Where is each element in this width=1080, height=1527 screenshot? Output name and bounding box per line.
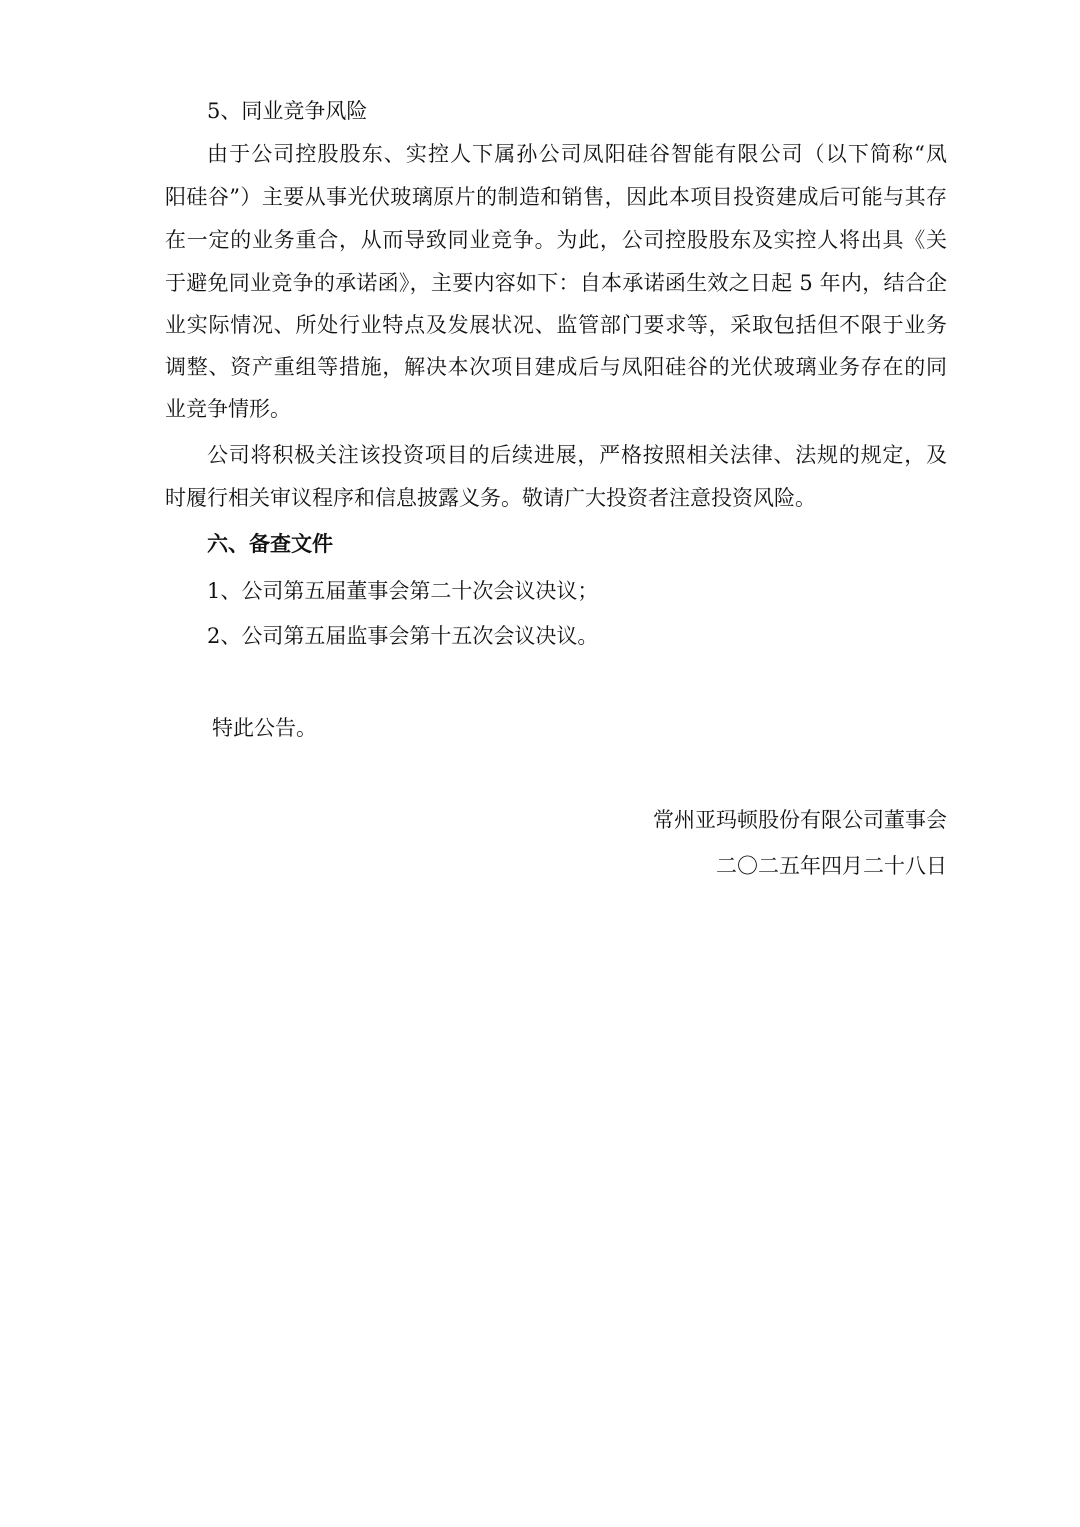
para1-line-3: 在一定的业务重合，从而导致同业竞争。为此，公司控股股东及实控人将出具《关 bbox=[165, 228, 947, 252]
section-6-title: 六、备查文件 bbox=[207, 531, 333, 556]
para2-line-1: 公司将积极关注该投资项目的后续进展，严格按照相关法律、法规的规定，及 bbox=[207, 443, 947, 467]
closing-text: 特此公告。 bbox=[212, 716, 317, 740]
para1-line-7: 业竞争情形。 bbox=[165, 397, 291, 421]
section-5-title: 5、同业竞争风险 bbox=[207, 99, 368, 123]
para1-line-4: 于避免同业竞争的承诺函》，主要内容如下：自本承诺函生效之日起 5 年内，结合企 bbox=[165, 271, 947, 295]
para2-line-2: 时履行相关审议程序和信息披露义务。敬请广大投资者注意投资风险。 bbox=[165, 486, 816, 510]
para1-line-6: 调整、资产重组等措施，解决本次项目建成后与凤阳硅谷的光伏玻璃业务存在的同 bbox=[165, 355, 947, 379]
para1-line-5: 业实际情况、所处行业特点及发展状况、监管部门要求等，采取包括但不限于业务 bbox=[165, 313, 947, 337]
file-item-2: 2、公司第五届监事会第十五次会议决议。 bbox=[207, 624, 599, 648]
file-item-1: 1、公司第五届董事会第二十次会议决议； bbox=[207, 579, 599, 603]
para1-line-2: 阳硅谷”）主要从事光伏玻璃原片的制造和销售，因此本项目投资建成后可能与其存 bbox=[165, 185, 947, 209]
para1-line-1: 由于公司控股股东、实控人下属孙公司凤阳硅谷智能有限公司（以下简称“凤 bbox=[207, 142, 947, 166]
signature-date: 二〇二五年四月二十八日 bbox=[716, 854, 947, 878]
signature-org: 常州亚玛顿股份有限公司董事会 bbox=[653, 808, 947, 832]
